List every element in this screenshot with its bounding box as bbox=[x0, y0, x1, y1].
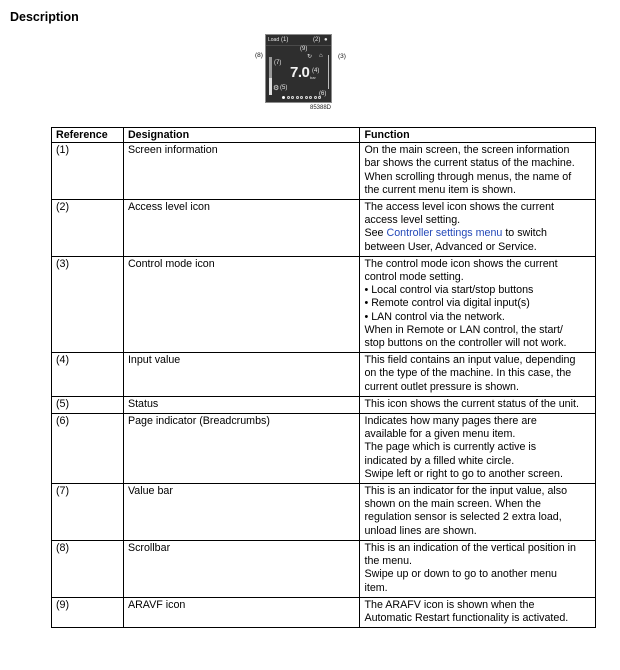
table-row bbox=[52, 484, 596, 541]
cell-reference: (9) bbox=[52, 597, 124, 627]
callout-7: (7) bbox=[274, 60, 282, 66]
cell-designation: Status bbox=[123, 396, 360, 413]
cell-reference: (1) bbox=[52, 143, 124, 200]
cell-designation: Screen information bbox=[123, 143, 360, 200]
function-line: • Local control via start/stop buttons bbox=[364, 284, 534, 297]
callout-9: (9) bbox=[300, 46, 308, 52]
input-value: 7.0 bbox=[290, 64, 310, 81]
control-mode-icon: ⌂ bbox=[319, 53, 323, 59]
page-dot bbox=[291, 96, 294, 99]
table-header-row bbox=[52, 128, 596, 143]
function-line: When scrolling through menus, the name of bbox=[364, 170, 572, 183]
screen-status-text: Load bbox=[268, 37, 280, 43]
function-line: The access level icon shows the current bbox=[364, 201, 554, 214]
function-line: access level setting. bbox=[364, 214, 461, 227]
cell-reference: (2) bbox=[52, 200, 124, 257]
cell-function bbox=[360, 484, 596, 541]
header-reference: Reference bbox=[52, 128, 124, 143]
page-title: Description bbox=[10, 10, 79, 24]
cell-designation: Control mode icon bbox=[123, 256, 360, 352]
function-line: This field contains an input value, depending bbox=[364, 354, 576, 367]
function-line: unload lines are shown. bbox=[364, 524, 477, 537]
page-dot bbox=[305, 96, 308, 99]
cell-designation: Page indicator (Breadcrumbs) bbox=[123, 414, 360, 484]
function-line: This is an indication of the vertical position in bbox=[364, 541, 576, 554]
function-line: The control mode icon shows the current bbox=[364, 257, 558, 270]
table-row bbox=[52, 414, 596, 484]
cell-reference: (6) bbox=[52, 414, 124, 484]
cell-function bbox=[360, 353, 596, 397]
function-line: indicated by a filled white circle. bbox=[364, 454, 515, 467]
cell-designation: ARAVF icon bbox=[123, 597, 360, 627]
page-dot bbox=[296, 96, 299, 99]
function-line: Swipe up or down to go to another menu bbox=[364, 568, 557, 581]
function-line: This is an indicator for the input value, also bbox=[364, 485, 568, 498]
function-line-with-link bbox=[364, 227, 591, 240]
callout-5: (5) bbox=[280, 85, 288, 91]
cell-function bbox=[360, 597, 596, 627]
function-line: the current menu item is shown. bbox=[364, 183, 516, 196]
function-line: When in Remote or LAN control, the start/ bbox=[364, 323, 563, 336]
value-bar-fill bbox=[269, 78, 272, 95]
cell-reference: (3) bbox=[52, 256, 124, 352]
function-line: The page which is currently active is bbox=[364, 441, 537, 454]
page-dot bbox=[318, 96, 321, 99]
cell-designation: Access level icon bbox=[123, 200, 360, 257]
function-line: On the main screen, the screen information bbox=[364, 144, 570, 157]
page-dot bbox=[309, 96, 312, 99]
table-row bbox=[52, 597, 596, 627]
page-dot bbox=[287, 96, 290, 99]
cell-function bbox=[360, 396, 596, 413]
reference-table bbox=[51, 127, 596, 628]
cell-designation: Input value bbox=[123, 353, 360, 397]
function-line: Swipe left or right to go to another screen. bbox=[364, 467, 563, 480]
cell-designation: Scrollbar bbox=[123, 540, 360, 597]
callout-8: (8) bbox=[255, 52, 263, 59]
controller-screen-figure bbox=[254, 34, 350, 114]
function-line: between User, Advanced or Service. bbox=[364, 240, 537, 253]
cell-reference: (4) bbox=[52, 353, 124, 397]
table-row bbox=[52, 256, 596, 352]
function-line: shown on the main screen. When the bbox=[364, 498, 541, 511]
function-line: The ARAFV icon is shown when the bbox=[364, 598, 535, 611]
cell-reference: (8) bbox=[52, 540, 124, 597]
page-dot-active bbox=[282, 96, 285, 99]
cell-function bbox=[360, 540, 596, 597]
cell-function bbox=[360, 414, 596, 484]
cell-function bbox=[360, 200, 596, 257]
function-line: Indicates how many pages there are bbox=[364, 415, 537, 428]
access-level-icon: ● bbox=[324, 37, 328, 43]
see-suffix: to switch bbox=[505, 227, 547, 240]
see-prefix: See bbox=[364, 227, 384, 240]
header-function: Function bbox=[360, 128, 596, 143]
table-row bbox=[52, 353, 596, 397]
function-line: on the type of the machine. In this case, the bbox=[364, 367, 572, 380]
controller-settings-menu-link[interactable]: Controller settings menu bbox=[386, 227, 503, 240]
value-bar bbox=[269, 57, 272, 95]
cell-designation: Value bar bbox=[123, 484, 360, 541]
function-line: control mode setting. bbox=[364, 271, 464, 284]
function-line: Automatic Restart functionality is activated. bbox=[364, 611, 569, 624]
header-designation: Designation bbox=[123, 128, 360, 143]
page-indicator bbox=[282, 96, 321, 99]
function-line: the menu. bbox=[364, 555, 413, 568]
callout-6: (6) bbox=[319, 91, 327, 97]
input-unit: bar bbox=[310, 75, 316, 80]
table-body bbox=[52, 143, 596, 628]
function-line: item. bbox=[364, 581, 388, 594]
cell-reference: (5) bbox=[52, 396, 124, 413]
screen-info-bar-divider bbox=[266, 45, 331, 46]
cell-function bbox=[360, 143, 596, 200]
table-row bbox=[52, 200, 596, 257]
callout-3: (3) bbox=[338, 53, 346, 60]
aravf-icon: ↻ bbox=[307, 54, 313, 60]
function-line: • Remote control via digital input(s) bbox=[364, 297, 530, 310]
scrollbar bbox=[328, 55, 329, 89]
cell-function bbox=[360, 256, 596, 352]
page-dot bbox=[314, 96, 317, 99]
controller-screen bbox=[265, 34, 332, 103]
callout-2: (2) bbox=[313, 37, 321, 43]
table-row bbox=[52, 143, 596, 200]
table-row bbox=[52, 396, 596, 413]
function-line: stop buttons on the controller will not work. bbox=[364, 337, 567, 350]
function-line: • LAN control via the network. bbox=[364, 310, 505, 323]
page-dot bbox=[300, 96, 303, 99]
function-line: regulation sensor is selected 2 extra load, bbox=[364, 511, 562, 524]
cell-reference: (7) bbox=[52, 484, 124, 541]
status-icon: ⚙ bbox=[273, 85, 280, 92]
figure-code: 85388D bbox=[310, 105, 332, 111]
function-line: current outlet pressure is shown. bbox=[364, 380, 519, 393]
callout-1: (1) bbox=[281, 37, 289, 43]
function-line: This icon shows the current status of the unit. bbox=[364, 397, 579, 410]
callout-4: (4) bbox=[312, 68, 320, 74]
function-line: bar shows the current status of the machine. bbox=[364, 157, 575, 170]
table-row bbox=[52, 540, 596, 597]
function-line: available for a given menu item. bbox=[364, 428, 516, 441]
